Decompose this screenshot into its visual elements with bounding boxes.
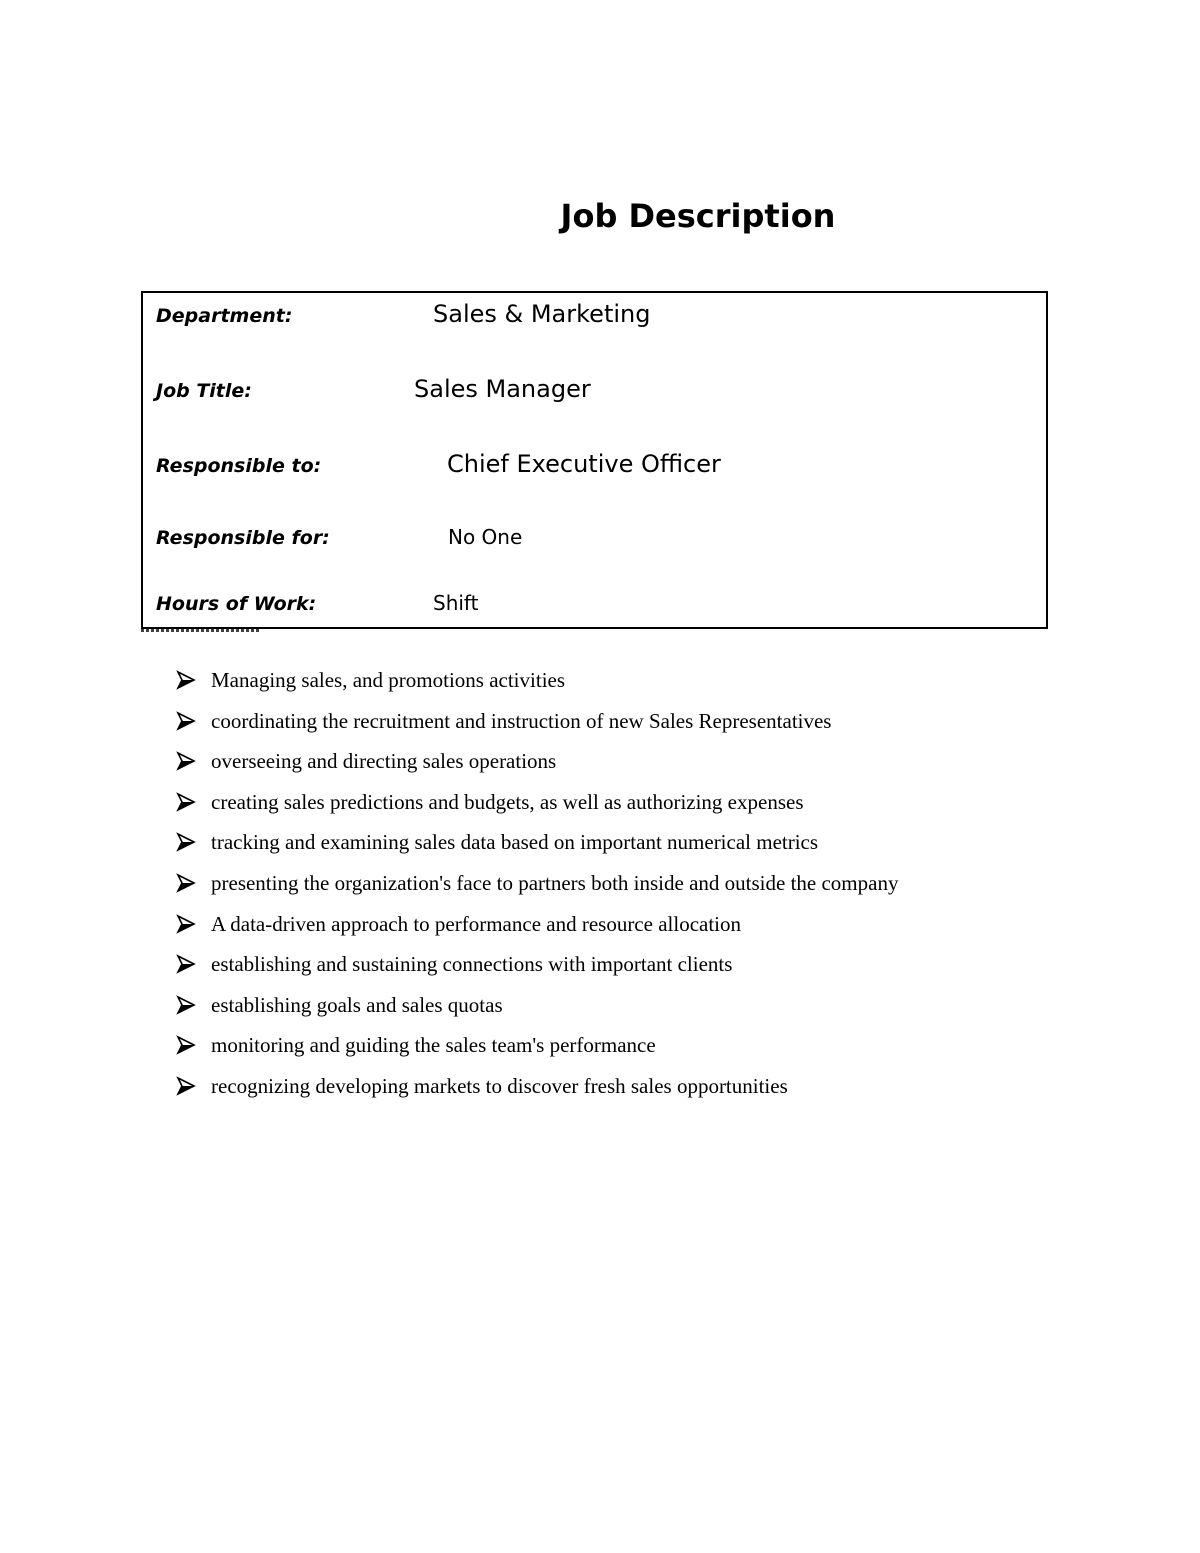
list-item [176,867,898,908]
arrow-bullet-icon [176,1035,196,1055]
department-value: Sales & Marketing [433,300,651,328]
hours-of-work-value: Shift [433,591,479,615]
duty-text: overseeing and directing sales operations [211,749,557,774]
arrow-bullet-icon [176,751,196,771]
duty-text: tracking and examining sales data based on important numerical metrics [211,830,819,855]
arrow-bullet-icon [176,832,196,852]
duty-text: monitoring and guiding the sales team's performance [211,1033,656,1058]
list-item [176,1070,898,1111]
job-info-box [141,291,1048,629]
list-item [176,705,898,746]
responsible-for-value: No One [448,525,523,549]
document-title: Job Description [560,197,836,235]
arrow-bullet-icon [176,711,196,731]
arrow-bullet-icon [176,954,196,974]
arrow-bullet-icon [176,670,196,690]
list-item [176,908,898,949]
arrow-bullet-icon [176,873,196,893]
list-item [176,948,898,989]
department-label: Department: [156,305,293,327]
list-item [176,989,898,1030]
responsible-to-label: Responsible to: [156,455,322,477]
duty-text: coordinating the recruitment and instruction of new Sales Representatives [211,708,832,733]
list-item [176,664,898,705]
responsible-for-label: Responsible for: [156,527,330,549]
arrow-bullet-icon [176,1076,196,1096]
duty-text: presenting the organization's face to partners both inside and outside the company [211,870,899,895]
duty-text: recognizing developing markets to discover fresh sales opportunities [211,1073,788,1098]
duty-text: A data-driven approach to performance and resource allocation [211,911,742,936]
list-item [176,786,898,827]
job-title-value: Sales Manager [414,375,591,403]
responsible-to-value: Chief Executive Officer [447,450,721,478]
list-item [176,745,898,786]
list-item [176,826,898,867]
list-item [176,1029,898,1070]
duty-text: creating sales predictions and budgets, as well as authorizing expenses [211,789,804,814]
job-title-label: Job Title: [156,380,252,402]
duties-list [176,664,898,1111]
arrow-bullet-icon [176,792,196,812]
hours-of-work-label: Hours of Work: [156,593,317,615]
duty-text: establishing goals and sales quotas [211,992,503,1017]
arrow-bullet-icon [176,914,196,934]
duty-text: Managing sales, and promotions activities [211,668,566,692]
arrow-bullet-icon [176,995,196,1015]
duty-text: establishing and sustaining connections with important clients [211,952,733,977]
clipped-heading-remnant [141,629,261,632]
